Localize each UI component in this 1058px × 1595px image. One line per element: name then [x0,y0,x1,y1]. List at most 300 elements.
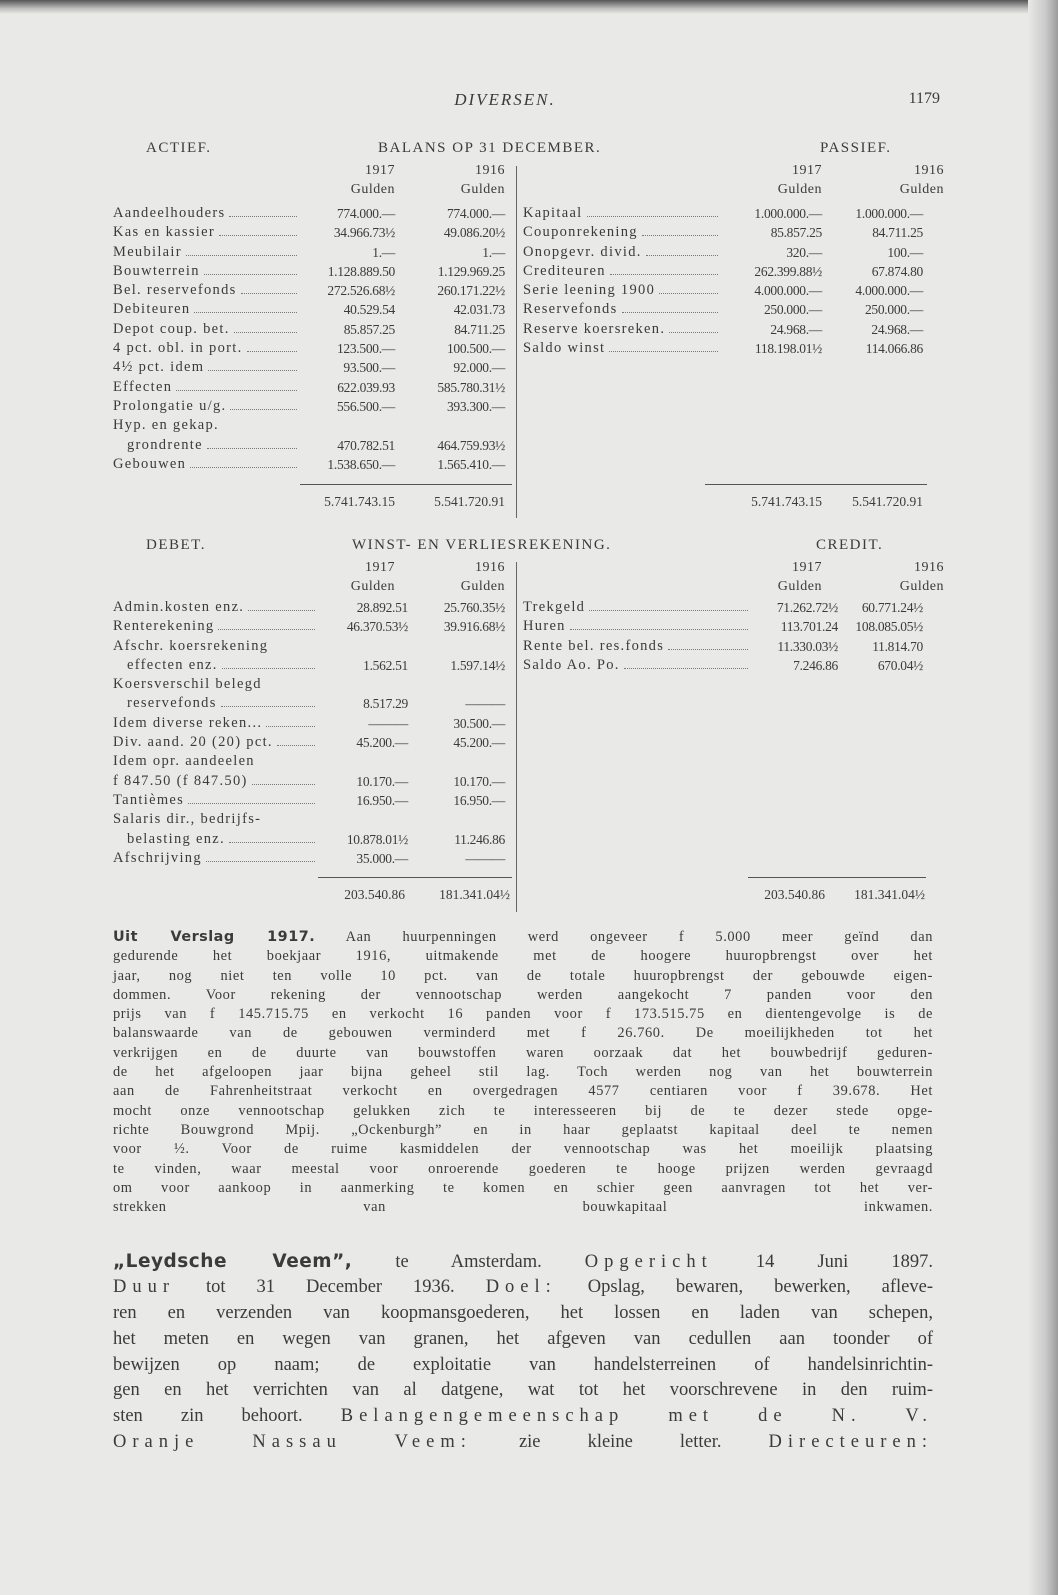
leydsche-veem-paragraph [113,1249,933,1456]
total-rule [318,877,512,878]
value-1917: 1.000.000.— [754,206,822,221]
row-label [113,223,300,242]
dot-leader [659,293,718,294]
table-row [523,617,923,636]
year-1916: 1916 [914,560,944,575]
debet-total-1917: 203.540.86 [344,887,405,902]
dot-leader [229,842,315,843]
value-1916: 1.565.410.— [437,456,505,472]
running-title: DIVERSEN. [454,90,556,109]
row-label [523,637,751,656]
table-row [113,617,505,636]
value-1917: 85.857.25 [770,225,822,241]
passief-heading: PASSIEF. [820,140,892,156]
text-segment: gen en het verrichten van al datgene, wat tot het voorschrevene in den ruim- [113,1380,933,1401]
value-1916: 108.085.05½ [855,619,923,635]
table-row [113,752,505,771]
value-1916: 100.— [887,244,923,260]
value-1916: ——— [465,696,505,712]
value-1916: 16.950.— [453,792,505,808]
value-1916: 585.780.31½ [437,379,505,395]
value-1916: 1.129.969.25 [437,263,505,279]
dot-leader [207,448,297,449]
row-label [113,320,300,339]
table-row [523,262,923,281]
text-segment: Directeuren: [768,1432,933,1453]
value-1916: 250.000.— [864,302,923,318]
value-1917: 71.262.72½ [776,600,838,615]
value-1916: 42.031.73 [453,302,505,318]
row-label-text: Effecten [113,378,173,395]
text-segment: te Amsterdam. [352,1252,585,1272]
table-row [113,598,505,617]
text-line [113,1301,933,1327]
row-label-text: Kapitaal [523,205,583,221]
year-1916: 1916 [914,163,944,178]
value-1917: 10.170.— [356,773,408,789]
row-label-text: Afschrijving [113,849,202,866]
value-1917: 28.892.51 [356,600,408,615]
text-line [113,1005,933,1024]
dot-leader [206,861,315,862]
text-segment: tot 31 December 1936. [175,1276,486,1297]
text-line [113,1179,933,1198]
dot-leader [277,745,315,746]
value-1917: 24.968.— [770,321,822,337]
credit-total-1917: 203.540.86 [764,887,825,902]
row-label [523,262,721,281]
value-1916: ——— [465,850,505,866]
wv-title: WINST- EN VERLIESREKENING. [352,537,612,553]
scan-edge-right [1028,0,1058,1595]
value-1916: 92.000.— [453,360,505,376]
row-label-text: Afschr. koersrekening [113,637,269,654]
table-row [113,455,505,474]
dot-leader [190,467,297,468]
table-row [113,300,505,319]
value-1917 [318,752,408,771]
text-segment: Duur [113,1276,176,1297]
row-label-text: 4 pct. obl. in port. [113,340,243,357]
year-1916: 1916 [475,560,505,575]
unit: Gulden [350,182,395,198]
value-1916 [408,675,505,694]
table-row [113,416,505,435]
row-label [113,733,318,752]
row-label [113,694,318,713]
row-label-text: effecten enz. [127,656,218,673]
unit: Gulden [460,182,505,198]
text-segment: sten zin behoort. [113,1406,341,1427]
page-number: 1179 [908,90,940,107]
credit-heading: CREDIT. [816,537,884,553]
table-row [523,339,923,358]
row-label-text: Div. aand. 20 (20) pct. [113,734,273,751]
value-1916: 774.000.— [446,206,505,221]
table-row [523,223,923,242]
text-segment: te vinden, waar meestal voor onroerende goederen te hooge prijzen werden gevraagd [113,1160,933,1177]
scan-edge-top [0,0,1058,14]
value-1917: 470.782.51 [337,437,395,453]
value-1916: 45.200.— [453,735,505,751]
table-row [113,397,505,416]
value-1916: 11.814.70 [872,638,923,654]
table-row [113,262,505,281]
passief-year-header [722,161,944,200]
dot-leader [221,706,315,707]
value-1916: 24.968.— [871,321,923,337]
dot-leader [219,235,297,236]
value-1917: 10.878.01½ [346,831,408,847]
row-label [523,339,721,358]
value-1916: 25.760.35½ [443,600,505,615]
actief-total-1916: 5.541.720.91 [434,494,505,509]
unit: Gulden [350,579,395,595]
value-1917: 11.330.03½ [777,638,838,654]
table-row [113,772,505,791]
row-label [113,243,300,262]
text-segment: Aan huurpenningen werd ongeveer f 5.000 meer geïnd dan [315,929,933,945]
row-label [523,223,721,242]
verslag-paragraph [113,928,933,1217]
row-label-text: Saldo Ao. Po. [523,656,620,673]
year-1916: 1916 [475,163,505,178]
row-label [113,416,300,435]
table-row [113,810,505,829]
row-label [113,752,318,771]
row-label-text: Aandeelhouders [113,205,226,221]
text-line [113,1430,933,1456]
dot-leader [669,332,718,333]
table-row [523,637,923,656]
text-segment: Doel: [485,1276,557,1297]
year-1917: 1917 [792,560,822,575]
row-label-text: Crediteuren [523,262,606,279]
unit: Gulden [777,579,822,595]
text-segment: bewijzen op naam; de exploitatie van handelsterreinen of handelsinrichtin- [113,1354,933,1375]
dot-leader [609,351,718,352]
total-rule [748,877,926,878]
table-row [523,243,923,262]
actief-heading: ACTIEF. [146,140,212,156]
row-label [113,656,318,675]
unit: Gulden [899,182,944,198]
row-label-text: reservefonds [127,695,217,712]
text-line [113,1275,933,1301]
total-rule [705,484,927,485]
row-label [113,772,318,791]
dot-leader [218,629,315,630]
row-label-text: Saldo winst [523,340,606,357]
row-label [113,300,300,319]
row-label [113,791,318,810]
text-line [113,986,933,1005]
text-segment: richte Bouwgrond Mpij. „Ockenburgh” en in haar geplaatst kapitaal deel te nemen [113,1121,933,1138]
dot-leader [570,629,748,630]
year-1917: 1917 [365,560,395,575]
row-label [113,830,318,849]
value-1916: 670.04½ [877,657,923,673]
dot-leader [241,293,297,294]
dot-leader [622,312,718,313]
table-row [113,656,505,675]
row-label [113,358,300,377]
table-row [113,320,505,339]
row-label-text: f 847.50 (f 847.50) [113,772,248,789]
row-label-text: Onopgevr. divid. [523,243,642,260]
value-1916: 84.711.25 [454,321,505,337]
dot-leader [222,668,315,669]
text-segment: verkrijgen en de duurte van bouwstoffen waren oorzaak dat het bouwbedrijf geduren- [113,1044,933,1061]
text-segment: 14 Juni 1897. [712,1252,934,1272]
value-1917: 1.128.889.50 [327,263,395,279]
total-rule [300,484,512,485]
debet-year-header [300,558,505,597]
row-label-text: Reservefonds [523,301,618,318]
text-line [113,967,933,986]
row-label-text: Debiteuren [113,301,191,318]
actief-year-header [300,161,505,200]
row-label [523,281,721,300]
column-divider [516,166,517,518]
dot-leader [204,274,297,275]
dot-leader [248,610,315,611]
table-row [113,436,505,455]
value-1917: 16.950.— [356,792,408,808]
value-1917: 85.857.25 [343,321,395,337]
unit: Gulden [460,579,505,595]
credit-table [523,598,923,675]
row-label [113,378,300,397]
text-line [113,1121,933,1140]
table-row [113,733,505,752]
dot-leader [587,216,718,217]
value-1917: 250.000.— [763,302,822,318]
dot-leader [208,370,297,371]
dot-leader [176,390,297,391]
row-label-text: Koersverschil belegd [113,676,262,693]
value-1916: 10.170.— [453,773,505,789]
table-row [113,339,505,358]
text-line [113,928,933,947]
text-segment: aan de Fahrenheitstraat verkocht en overgedragen 4577 centiaren voor f 39.678. Het [113,1083,933,1100]
value-1917: 46.370.53½ [346,619,408,635]
table-row [523,656,923,675]
dot-leader [247,351,297,352]
table-row [113,378,505,397]
text-line [113,1327,933,1353]
value-1917: 4.000.000.— [754,283,822,299]
value-1917: 93.500.— [343,360,395,376]
text-segment: gedurende het boekjaar 1916, uitmakende met de hoogere huuropbrengst over het [113,948,933,965]
value-1917: 1.— [372,244,395,260]
text-line [113,1082,933,1101]
row-label-text: 4½ pct. idem [113,359,205,376]
row-label [113,436,300,455]
actief-total-1917: 5.741.743.15 [324,494,395,509]
row-label-text: Bouwterrein [113,262,200,279]
value-1917: 118.198.01½ [754,341,822,357]
table-row [113,637,505,656]
row-label [523,243,721,262]
text-line [113,1160,933,1179]
passief-table [523,204,923,358]
text-line [113,947,933,966]
row-label [113,262,300,281]
row-label [113,397,300,416]
value-1916: 1.000.000.— [855,206,923,221]
row-label [523,204,721,223]
row-label [113,617,318,636]
dot-leader [194,312,297,313]
table-row [523,320,923,339]
table-row [113,791,505,810]
row-label [523,300,721,319]
value-1916: 393.300.— [446,398,505,414]
dot-leader [234,332,297,333]
row-label-text: belasting enz. [127,830,225,847]
dot-leader [624,668,748,669]
text-segment: strekken van bouwkapitaal inkwamen. [113,1199,933,1216]
unit: Gulden [777,182,822,198]
value-1917: ——— [368,715,408,731]
value-1917: 1.538.650.— [327,456,395,472]
text-segment: Belangengemeenschap met de N. V. [340,1406,933,1427]
value-1917: 8.517.29 [363,696,408,712]
row-label-text: Reserve koersreken. [523,320,666,337]
debet-heading: DEBET. [146,537,206,553]
text-segment: voor ½. Voor de ruime kasmiddelen der vennootschap was het moeilijk plaatsing [113,1141,933,1158]
value-1916 [408,810,505,829]
row-label-text: Trekgeld [523,599,586,615]
value-1917: 113.701.24 [780,619,838,635]
text-segment: het meten en wegen van granen, het afgeven van cedullen aan toonder of [113,1328,933,1349]
value-1916: 1.— [482,244,505,260]
row-label [113,637,318,656]
row-label [113,455,300,474]
text-line [113,1378,933,1404]
row-label-text: Prolongatie u/g. [113,397,227,414]
text-segment: mocht onze vennootschap gelukken zich te interesseeren bij de te dezer stede opge- [113,1102,933,1119]
row-label [523,598,751,617]
row-label-text: Renterekening [113,618,215,635]
row-label-text: Serie leening 1900 [523,282,656,299]
dot-leader [252,784,315,785]
value-1917: 262.399.88½ [754,263,822,279]
run-in-heading: Uit Verslag 1917. [113,929,316,945]
value-1917 [300,416,395,435]
value-1916: 1.597.14½ [450,657,505,673]
value-1916: 67.874.80 [871,263,923,279]
row-label [523,320,721,339]
passief-total-1916: 5.541.720.91 [852,494,923,509]
row-label-text: grondrente [127,436,203,453]
text-segment: Oranje Nassau Veem: [113,1432,472,1453]
text-line [113,1353,933,1379]
text-segment: om voor aankoop in aanmerking te komen en schier geen aanvragen tot het ver- [113,1179,933,1196]
dot-leader [610,274,718,275]
table-row [523,300,923,319]
value-1916: 4.000.000.— [855,283,923,299]
row-label [113,810,318,829]
text-segment: ren en verzenden van koopmansgoederen, het lossen en laden van schepen, [113,1302,933,1323]
table-row [523,204,923,223]
row-label-text: Bel. reservefonds [113,282,237,299]
value-1916: 11.246.86 [454,831,505,847]
run-in-heading: „Leydsche Veem”, [113,1251,353,1272]
text-line [113,1198,933,1217]
value-1916 [408,752,505,771]
table-row [523,281,923,300]
row-label [113,675,318,694]
column-divider [516,562,517,912]
text-segment: prijs van f 145.715.75 en verkocht 16 panden voor f 173.515.75 en dientengevolge is de [113,1006,933,1023]
value-1916: 30.500.— [453,715,505,731]
dot-leader [230,409,297,410]
row-label-text: Kas en kassier [113,224,215,241]
value-1917 [318,810,408,829]
text-segment: zie kleine letter. [471,1432,769,1453]
text-line [113,1063,933,1082]
value-1916: 49.086.20½ [443,225,505,241]
dot-leader [646,255,718,256]
row-label-text: Salaris dir., bedrijfs- [113,811,262,828]
debet-table [113,598,505,868]
text-line [113,1044,933,1063]
table-row [113,714,505,733]
row-label-text: Idem opr. aandeelen [113,753,255,770]
table-row [113,243,505,262]
unit: Gulden [899,579,944,595]
debet-total-1916: 181.341.04½ [439,887,510,902]
value-1917: 774.000.— [336,206,395,221]
row-label-text: Hyp. en gekap. [113,417,219,434]
text-line [113,1024,933,1043]
value-1917: 622.039.93 [337,379,395,395]
actief-table [113,204,505,474]
text-line [113,1102,933,1121]
dot-leader [266,726,315,727]
text-segment: dommen. Voor rekening der vennootschap werden aangekocht 7 panden voor den [113,986,933,1003]
year-1917: 1917 [792,163,822,178]
row-label [113,204,300,223]
row-label-text: Depot coup. bet. [113,320,230,337]
value-1916: 260.171.22½ [437,283,505,299]
row-label-text: Couponrekening [523,224,638,241]
table-row [113,830,505,849]
value-1917: 40.529.54 [343,302,395,318]
text-segment: Opslag, bewaren, bewerken, afleve- [556,1276,933,1297]
text-segment: jaar, nog niet ten volle 10 pct. van de totale huuropbrengst der gebouwde eigen- [113,967,933,984]
value-1916: 84.711.25 [872,225,923,241]
row-label-text: Admin.kosten enz. [113,599,245,615]
row-label [113,339,300,358]
dot-leader [229,216,297,217]
value-1916: 39.916.68½ [443,619,505,635]
row-label-text: Huren [523,618,566,635]
row-label-text: Rente bel. res.fonds [523,637,665,654]
table-row [113,204,505,223]
row-label [523,656,751,675]
value-1917: 35.000.— [356,850,408,866]
value-1916 [395,416,505,435]
dot-leader [642,235,718,236]
table-row [113,223,505,242]
dot-leader [188,803,315,804]
row-label-text: Tantièmes [113,791,185,808]
table-row [113,358,505,377]
row-label-text: Idem diverse reken... [113,714,263,731]
